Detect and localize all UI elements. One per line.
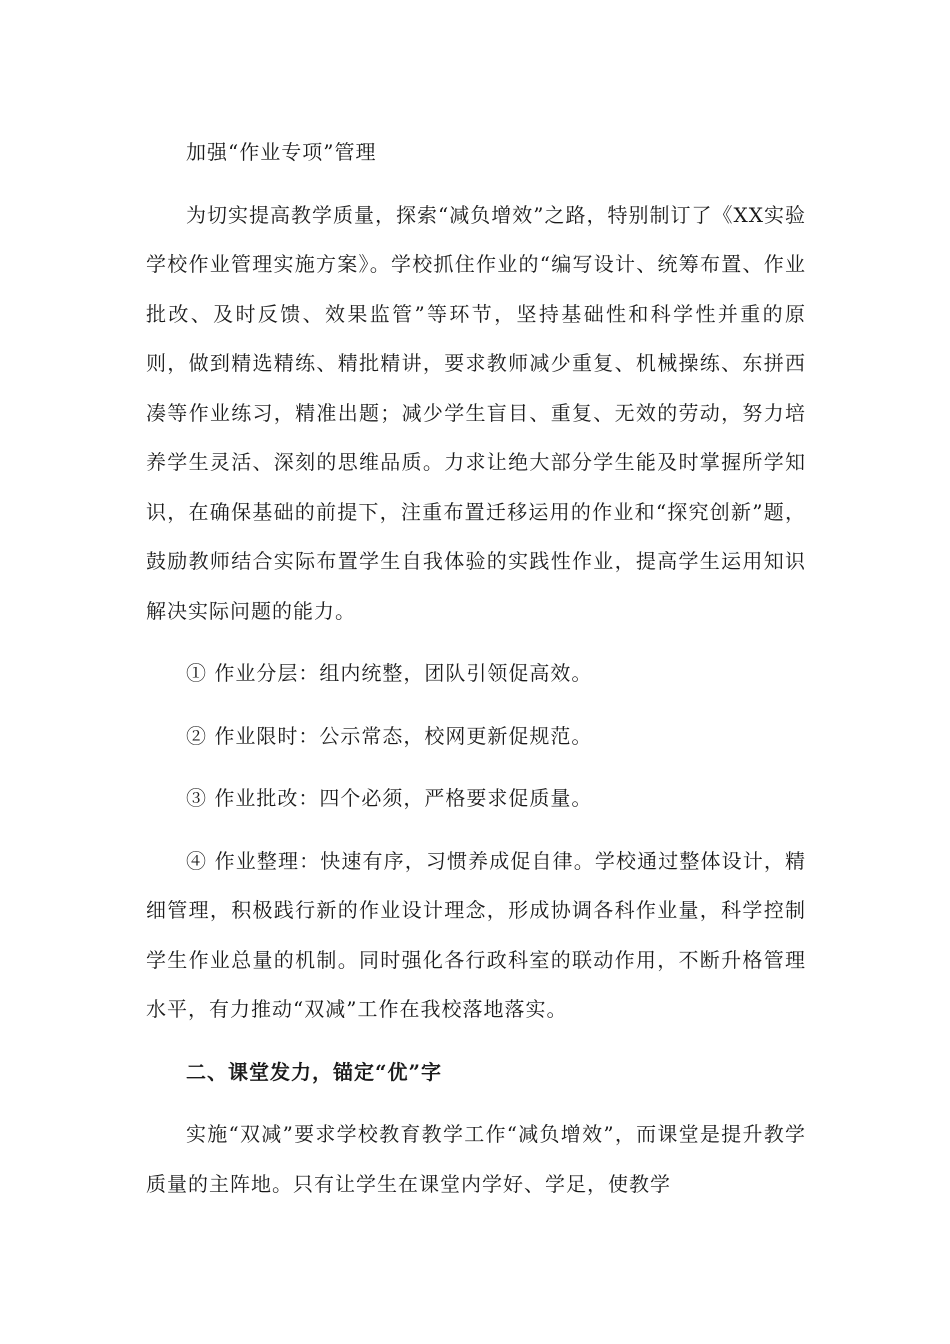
document-page bbox=[146, 128, 806, 1209]
spacer bbox=[146, 636, 806, 649]
spacer bbox=[146, 699, 806, 712]
spacer bbox=[146, 824, 806, 837]
list-item-3: ③ 作业批改：四个必须，严格要求促质量。 bbox=[186, 786, 593, 810]
list-item-2: ② 作业限时：公示常态，校网更新促规范。 bbox=[186, 723, 593, 748]
section-title: 加强“作业专项”管理 bbox=[186, 140, 377, 164]
list-item-1: ① 作业分层：组内统整，团队引领促高效。 bbox=[186, 661, 593, 685]
spacer bbox=[146, 1097, 806, 1110]
spacer bbox=[146, 1035, 806, 1048]
section-heading-2: 二、课堂发力，锚定“优”字 bbox=[186, 1059, 443, 1084]
spacer bbox=[146, 178, 806, 191]
intro-paragraph: 为切实提高教学质量，探索“减负增效”之路，特别制订了《XX实验学校作业管理实施方案》。学校抓住作业的“编写设计、统筹布置、作业批改、及时反馈、效果监管”等环节，坚持基础性和科学性并重的原则，做到精选精练、精批精讲，要求教师减少重复、机械操练、东拼西凑等作业练习，精准出题；减少学生盲目、重复、无效的劳动，努力培养学生灵活、深刻的思维品质。力求让绝大部分学生能及时掌握所学知识，在确保基础的前提下，注重布置迁移运用的作业和“探究创新”题，鼓励教师结合实际布置学生自我体验的实践性作业，提高学生运用知识解决实际问题的能力。 bbox=[146, 202, 806, 623]
section-2-paragraph: 实施“双减”要求学校教育教学工作“减负增效”，而课堂是提升教学质量的主阵地。只有让学生在课堂内学好、学足，使教学 bbox=[146, 1122, 806, 1196]
spacer bbox=[146, 761, 806, 774]
list-item-4: ④ 作业整理：快速有序，习惯养成促自律。学校通过整体设计，精细管理，积极践行新的作业设计理念，形成协调各科作业量，科学控制学生作业总量的机制。同时强化各行政科室的联动作用，不断升格管理水平，有力推动“双减”工作在我校落地落实。 bbox=[146, 848, 806, 1021]
